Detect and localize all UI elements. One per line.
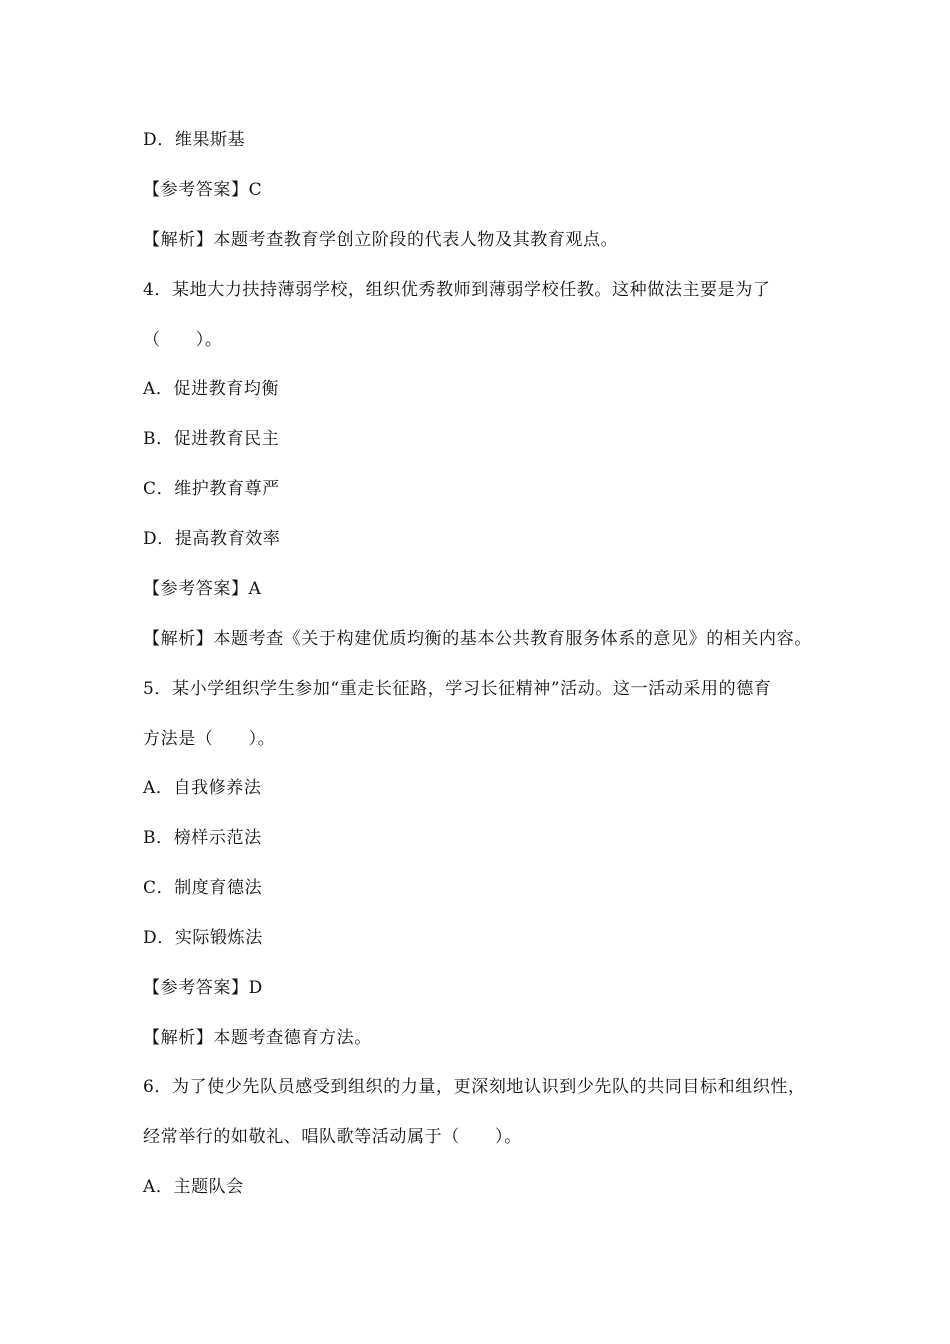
question-4-line-2: （ ）。	[143, 330, 223, 350]
analysis-q4: 【解析】本题考查《关于构建优质均衡的基本公共教育服务体系的意见》的相关内容。	[143, 629, 812, 649]
question-6-line-2: 经常举行的如敬礼、唱队歌等活动属于（ ）。	[143, 1127, 522, 1147]
option-c-q5: C．制度育德法	[143, 878, 263, 898]
answer-q4: 【参考答案】A	[143, 579, 262, 599]
option-a-q4: A．促进教育均衡	[143, 379, 280, 399]
option-a-q6: A．主题队会	[143, 1177, 244, 1197]
question-5-line-1: 5．某小学组织学生参加“重走长征路，学习长征精神”活动。这一活动采用的德育	[143, 679, 772, 699]
option-b-q5: B．榜样示范法	[143, 828, 262, 848]
analysis-q3: 【解析】本题考查教育学创立阶段的代表人物及其教育观点。	[143, 230, 619, 250]
option-d-q5: D．实际锻炼法	[143, 928, 263, 948]
option-b-q4: B．促进教育民主	[143, 429, 280, 449]
answer-q3: 【参考答案】C	[143, 180, 263, 200]
question-4-line-1: 4．某地大力扶持薄弱学校，组织优秀教师到薄弱学校任教。这种做法主要是为了	[143, 280, 771, 300]
answer-q5: 【参考答案】D	[143, 978, 263, 998]
option-d-q3: D．维果斯基	[143, 130, 246, 150]
option-a-q5: A．自我修养法	[143, 778, 262, 798]
option-c-q4: C．维护教育尊严	[143, 479, 280, 499]
question-5-line-2: 方法是（ ）。	[143, 729, 276, 749]
question-6-line-1: 6．为了使少先队员感受到组织的力量，更深刻地认识到少先队的共同目标和组织性，	[143, 1077, 806, 1097]
analysis-q5: 【解析】本题考查德育方法。	[143, 1028, 372, 1048]
option-d-q4: D．提高教育效率	[143, 529, 281, 549]
